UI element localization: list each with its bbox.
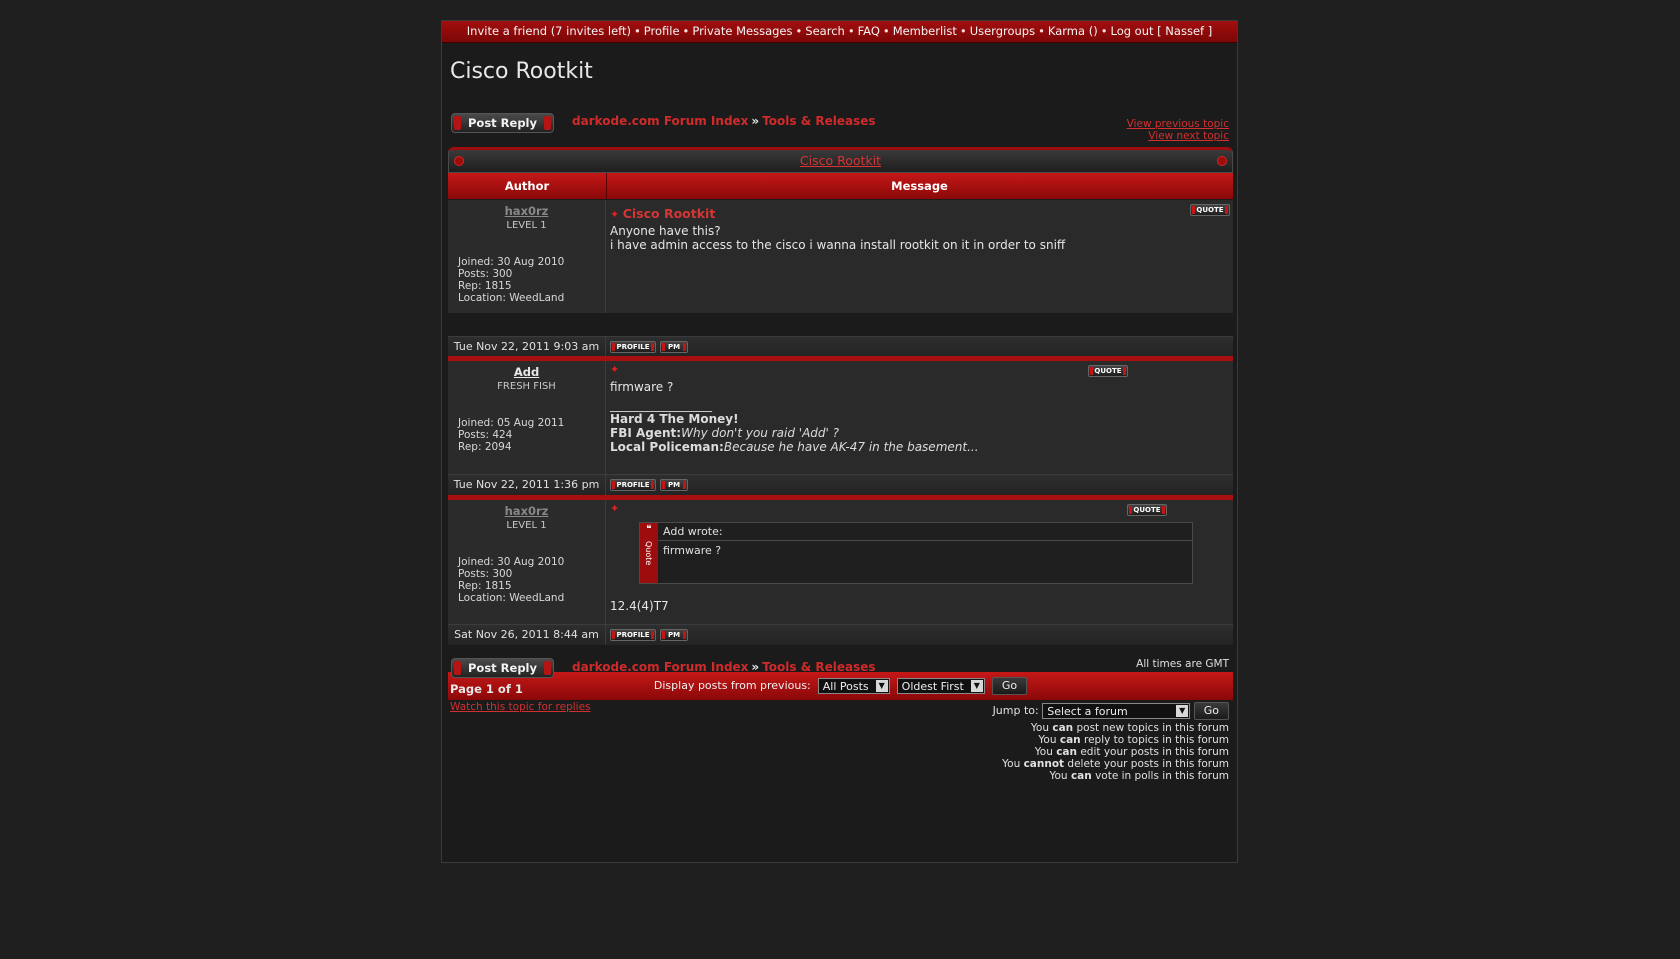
post-1-footer — [448, 336, 1233, 357]
post-icon: ✦ — [610, 502, 620, 515]
column-author-header: Author — [448, 173, 607, 199]
quote-block — [639, 522, 1193, 584]
topic-caption-bar — [448, 147, 1233, 173]
chevron-down-icon: ▼ — [971, 680, 983, 692]
author-rep: Rep: 2094 — [458, 441, 512, 453]
post-body — [610, 224, 1065, 252]
post-author-rank: LEVEL 1 — [506, 220, 547, 231]
post-author-panel — [448, 500, 606, 624]
post-date: Sat Nov 26, 2011 8:44 am — [448, 625, 606, 645]
post-body-line: Anyone have this? — [610, 224, 721, 238]
breadcrumb-top — [572, 114, 876, 128]
display-options-bar — [448, 672, 1233, 700]
post-subject-row — [610, 502, 619, 515]
author-location: Location: WeedLand — [458, 292, 565, 304]
post-author-rank: FRESH FISH — [497, 381, 556, 392]
post-author-name[interactable]: hax0rz — [504, 204, 549, 218]
post-message-panel — [606, 200, 1233, 313]
post-reply-button-bottom[interactable]: Post Reply — [451, 658, 554, 678]
posts-table-header — [448, 173, 1233, 199]
signature-text: Because he have AK-47 in the basement... — [723, 440, 979, 454]
quote-marks-icon: ❝ — [646, 524, 652, 535]
post-date: Tue Nov 22, 2011 9:03 am — [448, 337, 606, 357]
author-posts: Posts: 424 — [458, 429, 513, 441]
jump-go-button[interactable]: Go — [1194, 702, 1229, 720]
post-icon: ✦ — [610, 208, 620, 221]
post-date: Tue Nov 22, 2011 1:36 pm — [448, 475, 606, 495]
display-order-select[interactable] — [897, 678, 985, 694]
post-author-stats — [458, 556, 564, 604]
post-author-panel — [448, 200, 606, 313]
post-author-panel — [448, 361, 606, 474]
post-author-rank: LEVEL 1 — [506, 520, 547, 531]
post-author-name[interactable]: Add — [513, 365, 540, 379]
column-message-header: Message — [891, 179, 948, 193]
profile-button[interactable]: PROFILE — [610, 341, 656, 353]
author-posts: Posts: 300 — [458, 268, 513, 280]
view-next-topic-link[interactable]: View next topic — [1148, 130, 1229, 142]
jump-label: Jump to: — [992, 704, 1039, 717]
author-rep: Rep: 1815 — [458, 280, 512, 292]
nav-private-messages[interactable]: Private Messages — [692, 24, 793, 38]
breadcrumb-forum[interactable]: Tools & Releases — [762, 114, 876, 128]
caption-dot-icon — [1217, 156, 1227, 166]
nav-logout[interactable]: Log out [ Nassef ] — [1110, 24, 1213, 38]
post-message-panel — [606, 500, 1233, 624]
timezone-note: All times are GMT — [1136, 658, 1229, 670]
select-value: Oldest First — [901, 680, 964, 693]
permission-line: You can post new topics in this forum — [1030, 722, 1229, 734]
display-go-button[interactable]: Go — [992, 677, 1027, 695]
post-2-footer — [448, 474, 1233, 495]
signature-label: FBI Agent: — [610, 426, 682, 440]
post-reply-button-top[interactable]: Post Reply — [451, 113, 554, 133]
pagination: Page 1 of 1 — [450, 682, 523, 696]
post-subject-row — [610, 363, 619, 376]
post-icon: ✦ — [610, 363, 620, 376]
permission-line: You can edit your posts in this forum — [1034, 746, 1229, 758]
nav-usergroups[interactable]: Usergroups — [969, 24, 1036, 38]
select-value: All Posts — [822, 680, 869, 693]
post-3-footer — [448, 624, 1233, 645]
breadcrumb-forum-index[interactable]: darkode.com Forum Index — [572, 660, 749, 674]
author-joined: Joined: 30 Aug 2010 — [458, 556, 565, 568]
signature-line — [610, 440, 979, 454]
pm-button[interactable]: PM — [660, 629, 688, 641]
signature-text: Why don't you raid 'Add' ? — [681, 426, 840, 440]
watch-topic-link[interactable]: Watch this topic for replies — [450, 701, 591, 713]
quote-body: firmware ? — [663, 544, 722, 557]
topic-navigation — [1127, 118, 1229, 142]
nav-faq[interactable]: FAQ — [857, 24, 880, 38]
post-body: firmware ? — [610, 380, 674, 394]
breadcrumb-forum[interactable]: Tools & Releases — [762, 660, 876, 674]
display-period-select[interactable] — [818, 678, 890, 694]
nav-memberlist[interactable]: Memberlist — [892, 24, 957, 38]
author-location: Location: WeedLand — [458, 592, 565, 604]
forum-permissions — [1002, 722, 1229, 782]
caption-dot-icon — [454, 156, 464, 166]
post-signature — [610, 398, 979, 454]
top-navigation: Invite a friend (7 invites left) • Profile • Private Messages • Search • FAQ • Memberlist • Usergroups • Karma () • Log out [ Nassef ] — [442, 21, 1237, 43]
view-previous-topic-link[interactable]: View previous topic — [1126, 118, 1229, 130]
page-title: Cisco Rootkit — [450, 59, 593, 84]
author-rep: Rep: 1815 — [458, 580, 512, 592]
quote-button[interactable]: QUOTE — [1127, 504, 1167, 516]
permission-line: You can vote in polls in this forum — [1049, 770, 1229, 782]
quote-header: Add wrote: — [658, 523, 1192, 541]
pm-button[interactable]: PM — [660, 479, 688, 491]
signature-rule: _________________ — [610, 398, 712, 412]
nav-search[interactable]: Search — [805, 24, 845, 38]
nav-karma[interactable]: Karma () — [1047, 24, 1098, 38]
profile-button[interactable]: PROFILE — [610, 479, 656, 491]
quote-side-label: Quote — [644, 541, 653, 566]
post-body: 12.4(4)T7 — [610, 599, 669, 613]
post-message-panel — [606, 361, 1233, 474]
post-subject: Cisco Rootkit — [622, 206, 716, 221]
breadcrumb-separator: » — [751, 114, 760, 128]
quote-button[interactable]: QUOTE — [1190, 204, 1230, 216]
topic-caption-link[interactable]: Cisco Rootkit — [799, 153, 882, 168]
post-3 — [448, 500, 1233, 624]
permission-line: You cannot delete your posts in this forum — [1002, 758, 1229, 770]
chevron-down-icon: ▼ — [1176, 705, 1188, 717]
post-subject-row — [610, 206, 715, 221]
author-posts: Posts: 300 — [458, 568, 513, 580]
breadcrumb-separator: » — [751, 660, 760, 674]
breadcrumb-bottom — [572, 660, 876, 674]
post-body-line: i have admin access to the cisco i wanna install rootkit on it in order to sniff — [610, 238, 1066, 252]
chevron-down-icon: ▼ — [876, 680, 888, 692]
post-author-name[interactable]: hax0rz — [504, 504, 549, 518]
jump-forum-select[interactable] — [1042, 703, 1190, 719]
permission-line: You can reply to topics in this forum — [1038, 734, 1229, 746]
nav-invite[interactable]: Invite a friend (7 invites left) — [466, 24, 631, 38]
breadcrumb-forum-index[interactable]: darkode.com Forum Index — [572, 114, 749, 128]
quote-button[interactable]: QUOTE — [1088, 365, 1128, 377]
post-1 — [448, 200, 1233, 313]
pm-button[interactable]: PM — [660, 341, 688, 353]
select-value: Select a forum — [1047, 705, 1128, 718]
post-2 — [448, 361, 1233, 474]
display-label: Display posts from previous: — [653, 679, 811, 692]
profile-button[interactable]: PROFILE — [610, 629, 656, 641]
post-author-stats — [458, 417, 564, 453]
signature-label: Local Policeman: — [610, 440, 724, 454]
signature-line — [610, 426, 979, 440]
forum-container — [441, 20, 1238, 863]
nav-profile[interactable]: Profile — [643, 24, 680, 38]
signature-line: Hard 4 The Money! — [610, 412, 739, 426]
jump-to-row — [993, 702, 1229, 720]
post-author-stats — [458, 256, 564, 304]
author-joined: Joined: 30 Aug 2010 — [458, 256, 565, 268]
quote-side-tab — [640, 523, 658, 583]
author-joined: Joined: 05 Aug 2011 — [458, 417, 565, 429]
